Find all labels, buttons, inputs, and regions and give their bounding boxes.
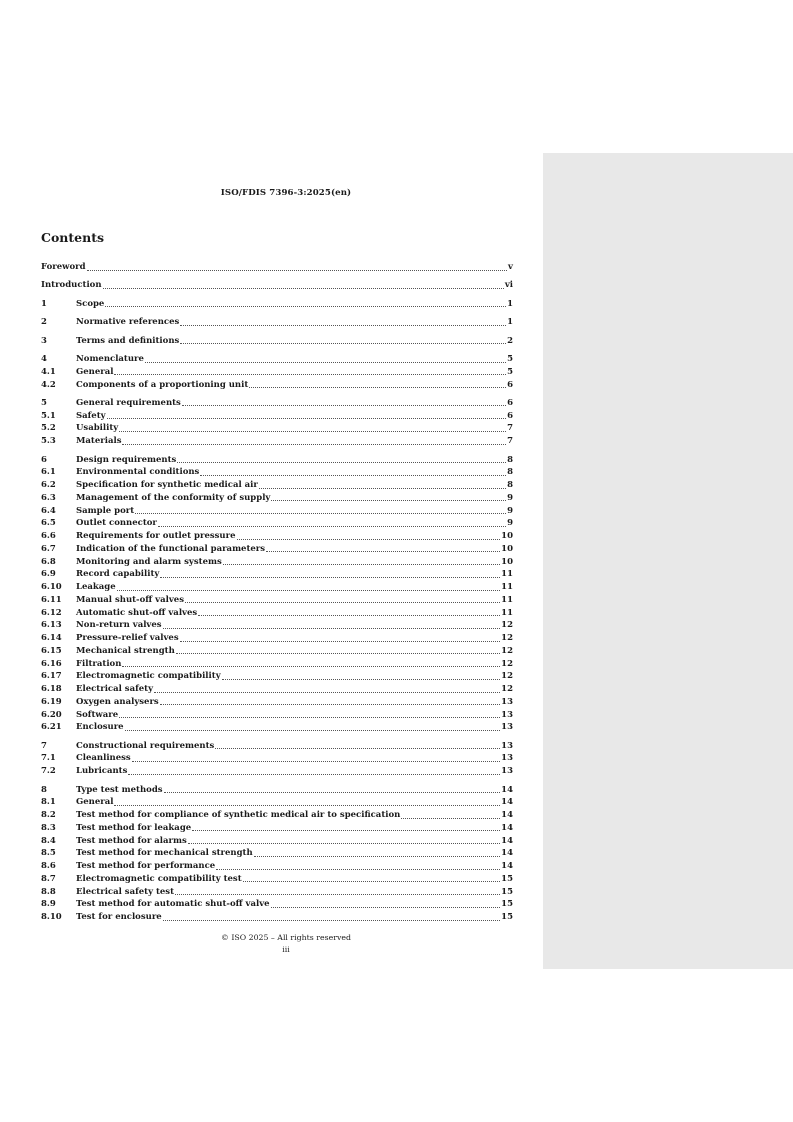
toc-entry[interactable]: [41, 765, 513, 777]
toc-entry-title[interactable]: Test method for alarms: [76, 835, 187, 846]
toc-entry-number: 5: [41, 397, 47, 408]
toc-entry-title[interactable]: Lubricants: [76, 766, 128, 777]
toc-dot-leader: [180, 640, 501, 642]
toc-entry-page[interactable]: 11: [501, 569, 513, 580]
toc-dot-leader: [259, 487, 506, 489]
toc-entry[interactable]: [41, 911, 513, 923]
toc-entry-page[interactable]: 11: [501, 607, 513, 618]
toc-dot-leader: [223, 563, 500, 565]
toc-entry-title[interactable]: Type test methods: [76, 784, 163, 795]
toc-entry-page[interactable]: 13: [501, 722, 513, 733]
toc-entry-page[interactable]: 7: [507, 423, 513, 434]
toc-entry[interactable]: [41, 696, 513, 708]
toc-entry-page[interactable]: 1: [507, 298, 513, 309]
toc-entry-page[interactable]: 13: [501, 709, 513, 720]
toc-dot-leader: [154, 691, 500, 693]
toc-entry-title[interactable]: Test method for performance: [76, 861, 216, 872]
toc-entry-title[interactable]: Test method for compliance of synthetic medical air to specification: [76, 810, 401, 821]
toc-entry[interactable]: [41, 397, 513, 409]
toc-entry[interactable]: [41, 822, 513, 834]
toc-entry-number: 6.12: [41, 607, 62, 618]
toc-entry[interactable]: [41, 581, 513, 593]
toc-entry[interactable]: [41, 261, 513, 273]
toc-dot-leader: [216, 868, 500, 870]
toc-entry[interactable]: [41, 835, 513, 847]
toc-entry-number: 6.10: [41, 582, 62, 593]
comment-margin-pane: [543, 153, 793, 969]
toc-dot-leader: [176, 652, 500, 654]
toc-entry-title[interactable]: Indication of the functional parameters: [76, 543, 266, 554]
toc-entry-page[interactable]: 8: [507, 480, 513, 491]
toc-entry-number: 4.2: [41, 379, 56, 390]
toc-entry-number: 4: [41, 354, 47, 364]
toc-entry-title[interactable]: General: [76, 797, 114, 808]
toc-dot-leader: [160, 703, 500, 705]
toc-entry-title[interactable]: Safety: [76, 410, 106, 421]
toc-entry-number: 8.6: [41, 861, 56, 872]
toc-dot-leader: [185, 601, 500, 603]
toc-entry[interactable]: [41, 366, 513, 378]
toc-entry-page[interactable]: 9: [507, 518, 513, 529]
toc-entry[interactable]: [41, 898, 513, 910]
toc-entry-title[interactable]: Non-return valves: [76, 620, 162, 631]
toc-entry[interactable]: [41, 279, 513, 291]
toc-entry-page[interactable]: 8: [507, 454, 513, 465]
toc-entry-page[interactable]: 14: [501, 810, 513, 821]
toc-entry-page[interactable]: 11: [501, 582, 513, 593]
toc-dot-leader: [271, 906, 501, 908]
toc-entry-number: 8.1: [41, 797, 56, 808]
toc-entry[interactable]: [41, 335, 513, 347]
toc-entry-number: 6.16: [41, 658, 62, 669]
toc-dot-leader: [401, 817, 500, 819]
toc-entry-number: 7.2: [41, 766, 56, 777]
toc-entry-number: 6.11: [41, 594, 62, 605]
toc-entry-page[interactable]: 13: [501, 740, 513, 751]
toc-entry-number: 8.5: [41, 848, 56, 859]
toc-entry-number: 6.4: [41, 505, 56, 516]
toc-entry-title[interactable]: General: [76, 366, 114, 377]
toc-entry-title[interactable]: Design requirements: [76, 454, 177, 465]
toc-entry-title[interactable]: Manual shut-off valves: [76, 594, 184, 605]
toc-entry[interactable]: [41, 435, 513, 447]
toc-dot-leader: [105, 305, 506, 307]
toc-dot-leader: [198, 614, 500, 616]
toc-dot-leader: [128, 773, 500, 775]
toc-entry[interactable]: [41, 752, 513, 764]
copyright-notice: © ISO 2025 – All rights reserved: [221, 933, 351, 942]
toc-entry[interactable]: [41, 860, 513, 872]
toc-entry-number: 1: [41, 298, 47, 309]
toc-entry[interactable]: [41, 379, 513, 391]
toc-dot-leader: [163, 627, 501, 629]
toc-entry[interactable]: [41, 709, 513, 721]
toc-entry-page[interactable]: v: [508, 262, 513, 272]
toc-dot-leader: [132, 760, 500, 762]
toc-entry-number: 6.3: [41, 492, 56, 503]
toc-entry-number: 3: [41, 335, 47, 346]
toc-entry-title[interactable]: Outlet connector: [76, 518, 157, 529]
toc-entry-number: 8: [41, 784, 47, 795]
toc-entry-page[interactable]: 1: [507, 317, 513, 328]
toc-entry-page[interactable]: vi: [504, 280, 513, 291]
toc-entry[interactable]: [41, 670, 513, 682]
toc-entry[interactable]: [41, 886, 513, 898]
toc-entry-title[interactable]: Materials: [76, 436, 122, 447]
toc-entry-page[interactable]: 14: [501, 835, 513, 846]
toc-entry-title[interactable]: General requirements: [76, 397, 181, 408]
toc-dot-leader: [215, 747, 500, 749]
toc-entry[interactable]: [41, 556, 513, 568]
toc-entry-title[interactable]: Oxygen analysers: [76, 696, 159, 707]
toc-entry-number: 5.1: [41, 410, 56, 421]
toc-dot-leader: [192, 829, 500, 831]
toc-entry-page[interactable]: 12: [501, 671, 513, 682]
toc-entry-page[interactable]: 11: [501, 594, 513, 605]
toc-entry[interactable]: [41, 298, 513, 310]
toc-entry-page[interactable]: 14: [501, 784, 513, 795]
toc-dot-leader: [163, 919, 500, 921]
toc-dot-leader: [122, 443, 506, 445]
toc-entry-page[interactable]: 5: [507, 354, 513, 364]
toc-dot-leader: [114, 804, 500, 806]
toc-entry[interactable]: [41, 530, 513, 542]
toc-entry[interactable]: [41, 658, 513, 670]
toc-dot-leader: [177, 461, 506, 463]
toc-entry-number: 6: [41, 454, 47, 465]
toc-entry[interactable]: [41, 632, 513, 644]
toc-dot-leader: [237, 538, 501, 540]
toc-entry[interactable]: [41, 422, 513, 434]
toc-entry-number: 7.1: [41, 753, 56, 764]
toc-dot-leader: [175, 893, 500, 895]
toc-entry[interactable]: [41, 784, 513, 796]
toc-entry-page[interactable]: 13: [501, 766, 513, 777]
toc-entry-number: 6.9: [41, 569, 56, 580]
toc-entry-page[interactable]: 10: [501, 556, 513, 567]
toc-dot-leader: [119, 430, 506, 432]
toc-entry-title[interactable]: Electrical safety: [76, 684, 154, 695]
toc-entry-title[interactable]: Terms and definitions: [76, 335, 180, 346]
toc-entry-title[interactable]: Scope: [76, 298, 105, 309]
toc-entry-page[interactable]: 8: [507, 467, 513, 478]
toc-entry[interactable]: [41, 809, 513, 821]
toc-dot-leader: [266, 550, 500, 552]
toc-dot-leader: [222, 678, 501, 680]
toc-entry-title[interactable]: Constructional requirements: [76, 740, 215, 751]
toc-dot-leader: [145, 361, 506, 363]
toc-entry-title[interactable]: Software: [76, 709, 119, 720]
toc-entry-number: 8.8: [41, 886, 56, 897]
toc-dot-leader: [103, 287, 504, 289]
toc-entry-page[interactable]: 15: [501, 912, 513, 923]
contents-heading: Contents: [41, 230, 105, 245]
toc-entry-page[interactable]: 15: [501, 873, 513, 884]
toc-entry-title[interactable]: Filtration: [76, 658, 122, 669]
toc-entry-number: 8.2: [41, 810, 56, 821]
toc-entry[interactable]: [41, 796, 513, 808]
toc-entry[interactable]: [41, 721, 513, 733]
toc-dot-leader: [243, 880, 501, 882]
toc-entry[interactable]: [41, 619, 513, 631]
toc-entry[interactable]: [41, 568, 513, 580]
toc-entry-title[interactable]: Introduction: [41, 280, 102, 291]
toc-entry-title[interactable]: Test method for leakage: [76, 822, 192, 833]
toc-entry-page[interactable]: 12: [501, 684, 513, 695]
toc-dot-leader: [122, 665, 500, 667]
toc-entry-number: 4.1: [41, 366, 56, 377]
toc-entry-page[interactable]: 13: [501, 696, 513, 707]
toc-entry-title[interactable]: Record capability: [76, 569, 160, 580]
toc-entry-title[interactable]: Electromagnetic compatibility test: [76, 873, 242, 884]
toc-entry-title[interactable]: Automatic shut-off valves: [76, 607, 198, 618]
toc-entry[interactable]: [41, 873, 513, 885]
toc-entry-title[interactable]: Test method for automatic shut-off valve: [76, 899, 270, 910]
toc-entry-page[interactable]: 15: [501, 886, 513, 897]
toc-entry-number: 8.3: [41, 822, 56, 833]
toc-entry[interactable]: [41, 847, 513, 859]
toc-entry-number: 6.14: [41, 633, 62, 644]
document-header: ISO/FDIS 7396-3:2025(en): [220, 188, 352, 198]
toc-entry-page[interactable]: 12: [501, 645, 513, 656]
toc-entry-title[interactable]: Management of the conformity of supply: [76, 492, 271, 503]
toc-entry-title[interactable]: Enclosure: [76, 722, 124, 733]
toc-dot-leader: [87, 269, 508, 271]
toc-entry-title[interactable]: Components of a proportioning unit: [76, 379, 249, 390]
toc-entry-number: 6.8: [41, 556, 56, 567]
toc-dot-leader: [180, 342, 506, 344]
toc-dot-leader: [158, 525, 506, 527]
toc-entry[interactable]: [41, 594, 513, 606]
toc-dot-leader: [160, 576, 500, 578]
toc-entry-number: 6.19: [41, 696, 62, 707]
toc-entry[interactable]: [41, 543, 513, 555]
toc-entry-page[interactable]: 12: [501, 658, 513, 669]
toc-entry-page[interactable]: 7: [507, 436, 513, 447]
toc-entry-number: 6.5: [41, 518, 56, 529]
toc-entry-number: 6.20: [41, 709, 62, 720]
toc-entry-page[interactable]: 14: [501, 822, 513, 833]
toc-dot-leader: [180, 324, 506, 326]
toc-entry-title[interactable]: Normative references: [76, 317, 180, 328]
toc-entry-page[interactable]: 6: [507, 379, 513, 390]
toc-entry[interactable]: [41, 645, 513, 657]
toc-entry-number: 6.18: [41, 684, 62, 695]
toc-entry-title[interactable]: Leakage: [76, 582, 116, 593]
toc-entry[interactable]: [41, 517, 513, 529]
toc-entry[interactable]: [41, 466, 513, 478]
toc-entry-title[interactable]: Electrical safety test: [76, 886, 175, 897]
toc-entry-page[interactable]: 9: [507, 505, 513, 516]
toc-entry-number: 5.3: [41, 436, 56, 447]
toc-entry-number: 6.13: [41, 620, 62, 631]
toc-entry-title[interactable]: Nomenclature: [76, 354, 144, 364]
toc-entry-title[interactable]: Requirements for outlet pressure: [76, 531, 236, 542]
toc-entry[interactable]: [41, 454, 513, 466]
toc-entry-number: 2: [41, 317, 47, 328]
toc-dot-leader: [107, 417, 507, 419]
toc-entry-page[interactable]: 9: [507, 492, 513, 503]
toc-entry-page[interactable]: 12: [501, 633, 513, 644]
toc-entry-title[interactable]: Sample port: [76, 505, 135, 516]
toc-entry-page[interactable]: 14: [501, 861, 513, 872]
toc-entry-number: 6.2: [41, 480, 56, 491]
toc-entry[interactable]: [41, 353, 513, 365]
toc-entry-page[interactable]: 5: [507, 366, 513, 377]
toc-dot-leader: [164, 791, 501, 793]
toc-entry-number: 6.17: [41, 671, 62, 682]
toc-entry-page[interactable]: 12: [501, 620, 513, 631]
toc-entry-page[interactable]: 10: [501, 531, 513, 542]
toc-entry-title[interactable]: Test for enclosure: [76, 912, 162, 923]
toc-entry-title[interactable]: Specification for synthetic medical air: [76, 480, 258, 491]
toc-dot-leader: [271, 499, 506, 501]
toc-entry-number: 8.10: [41, 912, 62, 923]
toc-entry-title[interactable]: Usability: [76, 423, 119, 434]
toc-entry[interactable]: [41, 410, 513, 422]
toc-dot-leader: [249, 386, 506, 388]
toc-dot-leader: [114, 373, 506, 375]
toc-entry-number: 8.4: [41, 835, 56, 846]
toc-dot-leader: [182, 404, 506, 406]
toc-dot-leader: [125, 729, 501, 731]
toc-entry-number: 8.7: [41, 873, 56, 884]
toc-entry-page[interactable]: 6: [507, 397, 513, 408]
page-number: iii: [282, 945, 290, 954]
toc-entry-number: 7: [41, 740, 47, 751]
toc-entry[interactable]: [41, 492, 513, 504]
toc-entry[interactable]: [41, 316, 513, 328]
toc-entry[interactable]: [41, 607, 513, 619]
toc-entry-title[interactable]: Cleanliness: [76, 753, 131, 764]
toc-entry-number: 6.21: [41, 722, 62, 733]
toc-entry-title[interactable]: Mechanical strength: [76, 645, 175, 656]
toc-dot-leader: [200, 474, 506, 476]
toc-entry-number: 6.1: [41, 467, 56, 478]
toc-entry-number: 6.7: [41, 543, 56, 554]
toc-entry[interactable]: [41, 683, 513, 695]
toc-entry-page[interactable]: 14: [501, 797, 513, 808]
toc-entry-title[interactable]: Environmental conditions: [76, 467, 200, 478]
toc-entry-number: 6.6: [41, 531, 56, 542]
toc-entry-number: 5.2: [41, 423, 56, 434]
toc-entry[interactable]: [41, 505, 513, 517]
toc-entry-page[interactable]: 2: [507, 335, 513, 346]
toc-entry[interactable]: [41, 479, 513, 491]
toc-dot-leader: [117, 589, 501, 591]
toc-entry-page[interactable]: 6: [507, 410, 513, 421]
toc-entry-title[interactable]: Pressure-relief valves: [76, 633, 179, 644]
toc-dot-leader: [119, 716, 500, 718]
toc-entry-number: 6.15: [41, 645, 62, 656]
toc-entry-title[interactable]: Foreword: [41, 262, 86, 272]
toc-dot-leader: [188, 842, 500, 844]
toc-dot-leader: [254, 855, 501, 857]
toc-entry-title[interactable]: Monitoring and alarm systems: [76, 556, 222, 567]
toc-entry-title[interactable]: Test method for mechanical strength: [76, 848, 253, 859]
toc-dot-leader: [135, 512, 506, 514]
toc-entry-page[interactable]: 15: [501, 899, 513, 910]
toc-entry-number: 8.9: [41, 899, 56, 910]
toc-entry-page[interactable]: 10: [501, 543, 513, 554]
toc-entry-title[interactable]: Electromagnetic compatibility: [76, 671, 221, 682]
toc-entry-page[interactable]: 13: [501, 753, 513, 764]
toc-entry[interactable]: [41, 740, 513, 752]
toc-entry-page[interactable]: 14: [501, 848, 513, 859]
